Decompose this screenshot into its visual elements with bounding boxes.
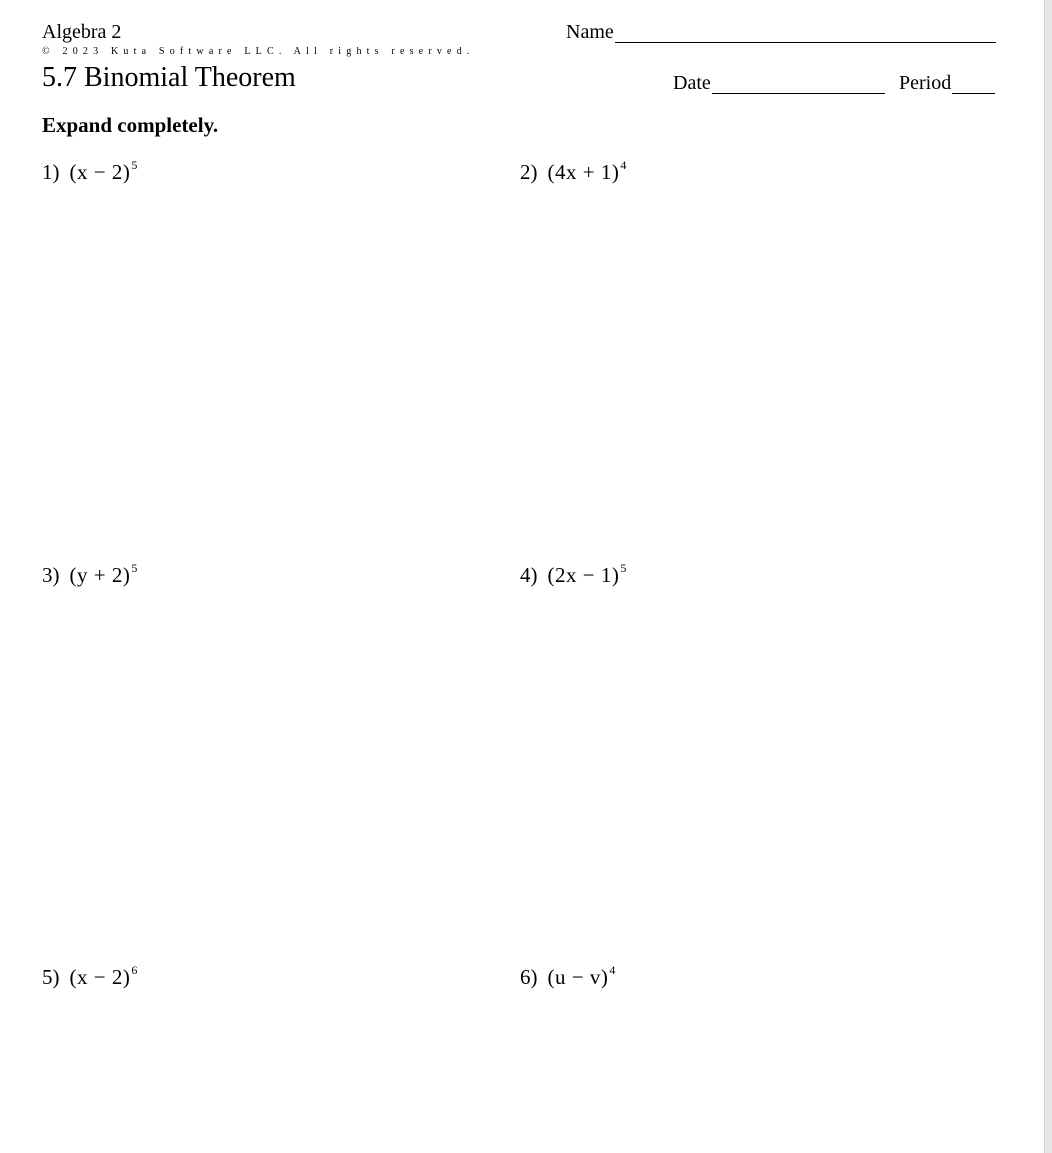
problem-exponent: 5 <box>131 561 138 575</box>
name-label: Name <box>566 21 614 43</box>
problem-exponent: 6 <box>131 963 138 977</box>
problem-6 <box>520 965 615 989</box>
problem-4 <box>520 563 626 587</box>
problem-3 <box>42 563 137 587</box>
problem-exponent: 5 <box>620 561 627 575</box>
period-blank[interactable] <box>952 75 995 94</box>
date-field <box>673 72 885 94</box>
problem-expression: (y + 2) <box>69 563 131 587</box>
worksheet-title: 5.7 Binomial Theorem <box>42 62 296 93</box>
problem-number: 5) <box>42 965 60 989</box>
date-label: Date <box>673 72 711 94</box>
period-field <box>899 72 995 94</box>
problem-expression: (u − v) <box>547 965 609 989</box>
problem-number: 2) <box>520 160 538 184</box>
date-blank[interactable] <box>712 75 885 94</box>
problem-2 <box>520 160 626 184</box>
problem-expression: (4x + 1) <box>547 160 620 184</box>
problem-number: 6) <box>520 965 538 989</box>
problem-number: 4) <box>520 563 538 587</box>
problem-1 <box>42 160 137 184</box>
problem-expression: (x − 2) <box>69 965 131 989</box>
name-field <box>566 21 996 43</box>
course-name: Algebra 2 <box>42 21 122 43</box>
instructions: Expand completely. <box>42 113 219 137</box>
problem-5 <box>42 965 137 989</box>
problem-exponent: 4 <box>609 963 616 977</box>
problem-number: 1) <box>42 160 60 184</box>
problem-exponent: 5 <box>131 158 138 172</box>
problem-number: 3) <box>42 563 60 587</box>
problem-expression: (x − 2) <box>69 160 131 184</box>
vertical-scrollbar[interactable] <box>1044 0 1052 1153</box>
name-blank[interactable] <box>615 24 996 43</box>
problem-exponent: 4 <box>620 158 627 172</box>
period-label: Period <box>899 72 952 94</box>
problem-expression: (2x − 1) <box>547 563 620 587</box>
copyright-notice: © 2023 Kuta Software LLC. All rights reserved. <box>42 46 475 57</box>
